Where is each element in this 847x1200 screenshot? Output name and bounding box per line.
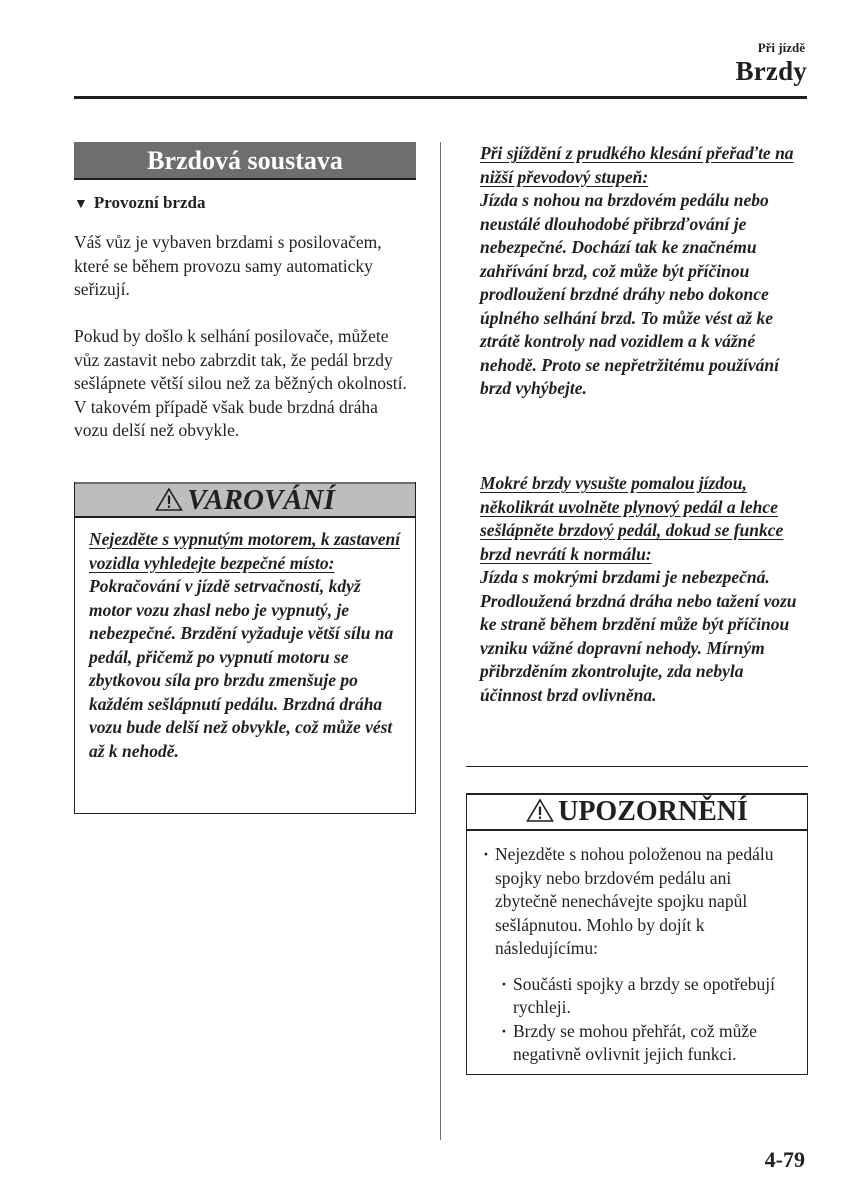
warning-triangle-icon xyxy=(155,487,183,512)
wet-brakes-headline: Mokré brzdy vysušte pomalou jízdou, několikrát uvolněte plynový pedál a lehce sešlápněte brzdový pedál, dokud se funkce brzd nevrátí k normálu: xyxy=(480,473,784,564)
page-number: 4-79 xyxy=(764,1147,805,1172)
warning-box-bottom-rule xyxy=(466,766,808,767)
warning-headline: Nejezděte s vypnutým motorem, k zastavení vozidla vyhledejte bezpečné místo: xyxy=(89,529,401,573)
header-rule xyxy=(74,96,807,99)
warning-text: Pokračování v jízdě setrvačností, když motor vozu zhasl nebo je vypnutý, je nebezpečné. Brzdění vyžaduje větší sílu na pedál, přičemž po vypnutí motoru se zbytkovou síla pro brzdu zmenšuje po každém sešlápnutí pedálu. Brzdná dráha vozu bude delší než obvykle, což může vést až k nehodě. xyxy=(89,576,394,761)
caution-subitem-text: Brzdy se mohou přehřát, což může negativně ovlivnit jejich funkci. xyxy=(513,1020,757,1064)
bullet: · xyxy=(483,844,489,864)
caution-subitem-text: Součásti spojky a brzdy se opotřebují rychleji. xyxy=(513,973,775,1017)
paragraph-booster-failure: Pokud by došlo k selhání posilovače, můžete vůz zastavit nebo zabrzdit tak, že pedál brzdy sešlápnete větší silou než za běžných okolností. V takovém případě však bude brzdná dráha vozu delší než obvykle. xyxy=(74,326,407,440)
running-header-title: Brzdy xyxy=(735,56,807,86)
caution-triangle-icon xyxy=(526,798,554,823)
running-header-section: Při jízdě xyxy=(757,40,805,55)
bullet: · xyxy=(501,973,507,994)
warning-continued-wet-brakes xyxy=(480,472,810,707)
warning-continued-downhill xyxy=(480,142,810,401)
section-title: Brzdová soustava xyxy=(74,142,416,180)
caution-body xyxy=(467,831,807,1067)
downhill-text: Jízda s nohou na brzdovém pedálu nebo neustálé dlouhodobé přibrzďování je nebezpečné. Dochází tak ke značnému zahřívání brzd, což může být příčinou prodloužení brzdné dráhy nebo dokonce úplného selhání brzd. To může vést až ke ztrátě kontroly nad vozidlem a k vážné nehodě. Proto se nepřetržitému používání brzd vyhýbejte. xyxy=(480,190,779,398)
caution-box xyxy=(466,793,808,1075)
wet-brakes-text: Jízda s mokrými brzdami je nebezpečná. Prodloužená brzdná dráha nebo tažení vozu ke straně během brzdění může být příčinou vzniku vážné dopravní nehody. Mírným přibrzděním zkontrolujte, zda nebyla účinnost brzd ovlivněna. xyxy=(480,567,797,705)
caution-item-text: Nejezděte s nohou položenou na pedálu spojky nebo brzdovém pedálu ani zbytečně nenechávejte spojku napůl sešlápnutou. Mohlo by dojít k následujícímu: xyxy=(495,844,774,958)
caution-label: UPOZORNĚNÍ xyxy=(558,796,748,827)
subheading-text: Provozní brzda xyxy=(93,193,206,212)
warning-box xyxy=(74,482,416,814)
caution-subitem xyxy=(481,973,797,1020)
triangle-marker-icon: ▼ xyxy=(74,197,88,212)
subheading xyxy=(74,193,205,213)
caution-item xyxy=(481,843,797,961)
warning-header xyxy=(75,482,415,518)
downhill-headline: Při sjíždění z prudkého klesání přeřaďte na nižší převodový stupeň: xyxy=(480,143,794,187)
warning-label: VAROVÁNÍ xyxy=(187,484,335,516)
paragraph-booster: Váš vůz je vybaven brzdami s posilovačem, které se během provozu samy automaticky seřizují. xyxy=(74,232,382,299)
caution-header xyxy=(467,793,807,831)
bullet: · xyxy=(501,1020,507,1041)
column-divider xyxy=(440,142,441,1140)
warning-body xyxy=(75,518,415,763)
caution-subitem xyxy=(481,1020,797,1067)
